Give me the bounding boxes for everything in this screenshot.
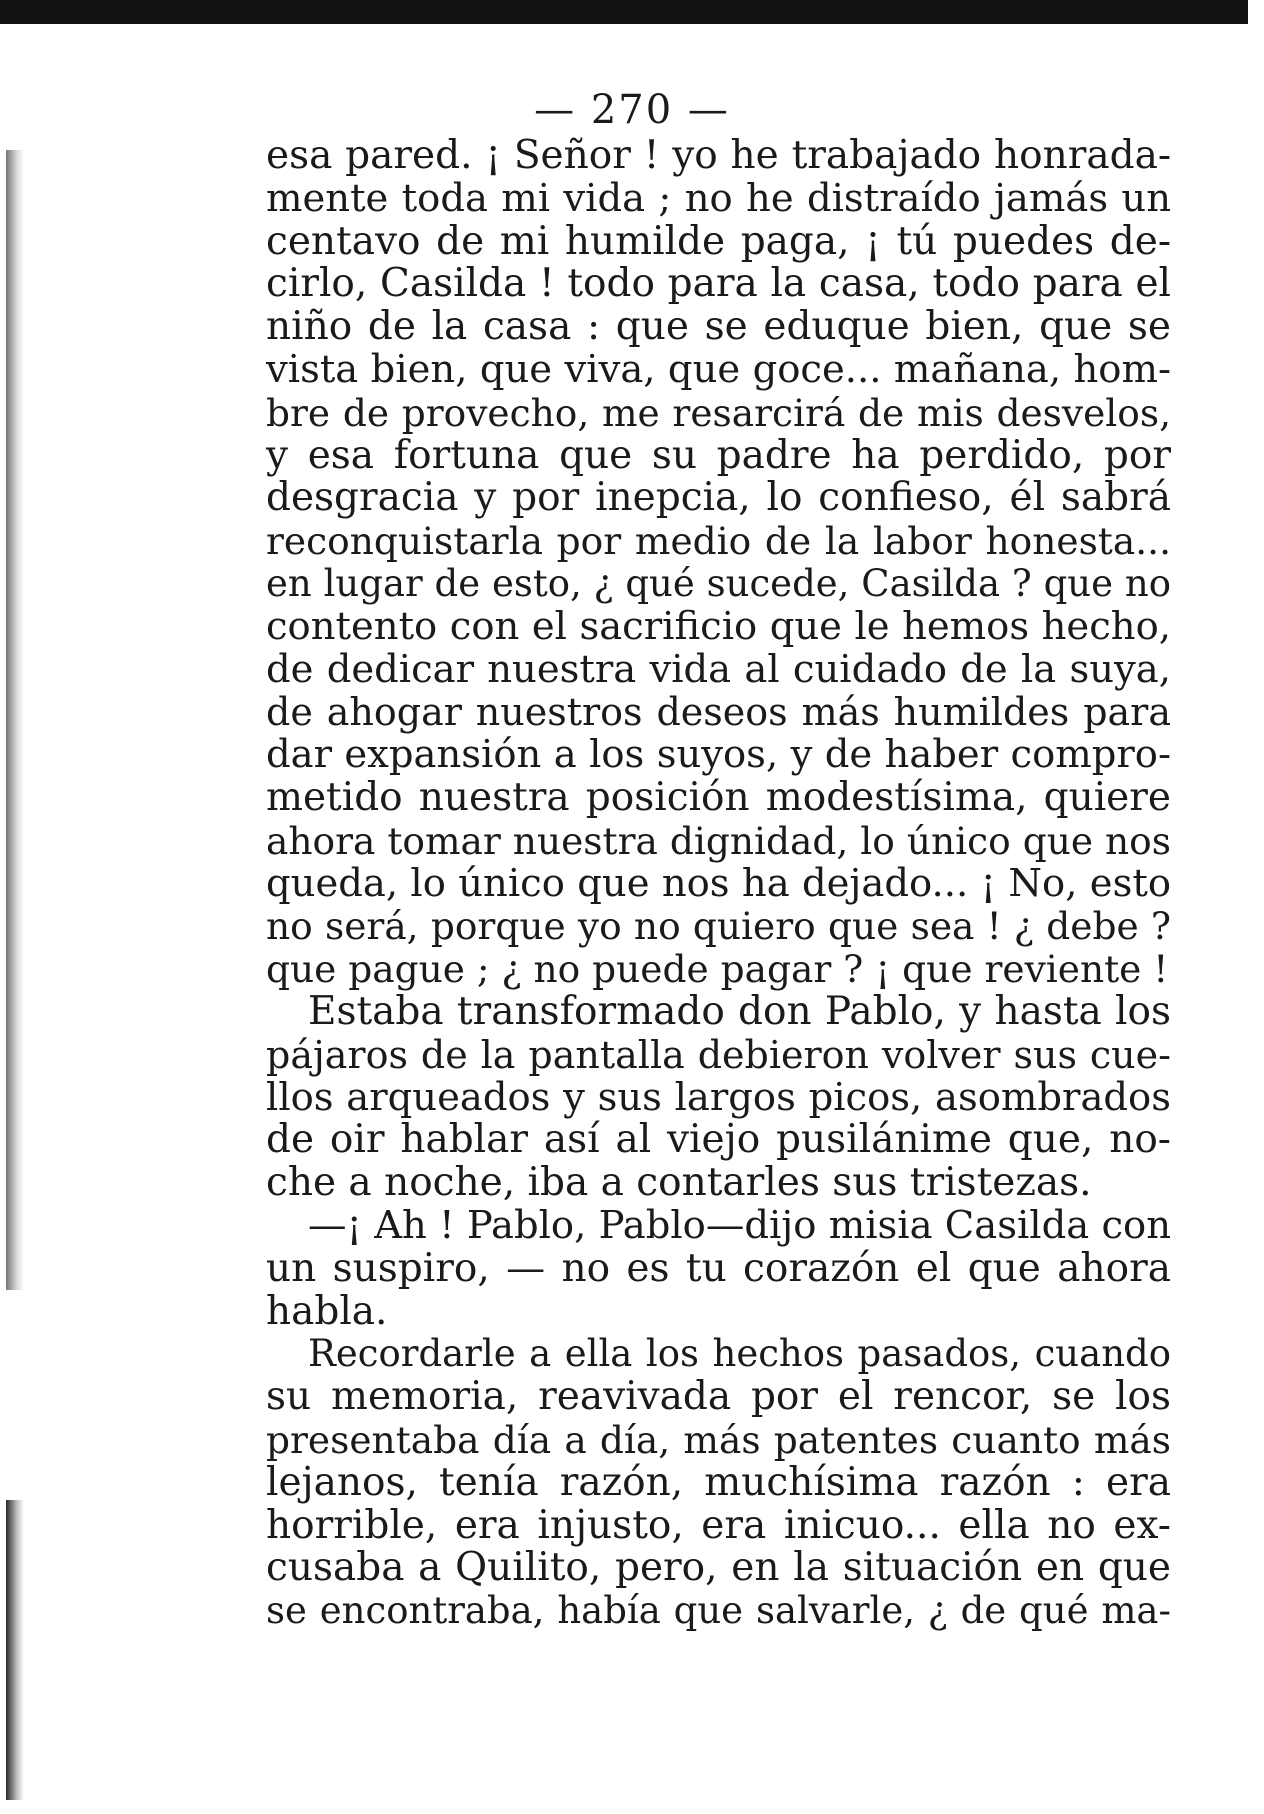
binding-shadow-upper [6,150,24,1290]
text-line: lejanos, tenía razón, muchísima razón : era [266,1459,1171,1505]
text-line: horrible, era injusto, era inicuo... ella no ex- [266,1502,1171,1548]
text-line: reconquistarla por medio de la labor honesta... [266,519,1171,564]
text-line: se encontraba, había que salvarle, ¿ de qué ma- [266,1589,1171,1633]
text-line: que pague ; ¿ no puede pagar ? ¡ que reviente ! [266,947,1169,992]
text-line: de oir hablar así al viejo pusilánime que, no- [266,1117,1171,1163]
text-line: desgracia y por inepcia, lo confieso, él sabrá [266,475,1171,521]
text-line: —¡ Ah ! Pablo, Pablo—dijo misia Casilda con [308,1202,1171,1248]
text-line: esa pared. ¡ Señor ! yo he trabajado honrada- [266,133,1171,178]
text-line: cirlo, Casilda ! todo para la casa, todo para el [266,261,1171,307]
text-line: dar expansión a los suyos, y de haber compro- [266,732,1171,778]
text-line: cusaba a Quilito, pero, en la situación en que [266,1545,1171,1591]
text-line: habla. [266,1288,388,1334]
page-number: — 270 — [534,87,730,133]
text-line: Recordarle a ella los hechos pasados, cuando [308,1332,1171,1376]
text-line: metido nuestra posición modestísima, quiere [266,774,1171,820]
text-line: un suspiro, — no es tu corazón el que ahora [266,1245,1171,1291]
text-line: de ahogar nuestros deseos más humildes para [266,690,1171,735]
text-line: ahora tomar nuestra dignidad, lo único que nos [266,818,1171,863]
text-line: centavo de mi humilde paga, ¡ tú puedes de- [266,218,1171,264]
text-line: no será, porque yo no quiero que sea ! ¿ debe ? [266,904,1171,949]
text-line: contento con el sacrificio que le hemos hecho, [266,603,1171,649]
text-line: y esa fortuna que su padre ha perdido, por [266,432,1171,478]
text-line: presentaba día a día, más patentes cuanto más [266,1417,1171,1462]
text-line: bre de provecho, me resarcirá de mis desvelos, [266,390,1171,435]
text-line: pájaros de la pantalla debieron volver sus cue- [266,1032,1171,1077]
text-line: che a noche, iba a contarles sus tristezas. [266,1160,1092,1206]
body-text [266,135,1171,1633]
text-line: vista bien, que viva, que goce... mañana, hom- [266,346,1171,392]
text-line: mente toda mi vida ; no he distraído jamás un [266,175,1171,221]
text-line: niño de la casa : que se eduque bien, que se [266,304,1171,350]
top-border-rule [0,0,1248,24]
text-line: queda, lo único que nos ha dejado... ¡ No, esto [266,860,1171,906]
text-line: llos arqueados y sus largos picos, asombrados [266,1074,1171,1120]
text-line: en lugar de esto, ¿ qué sucede, Casilda ? que no [266,561,1171,605]
text-line: de dedicar nuestra vida al cuidado de la suya, [266,646,1171,692]
binding-shadow-lower [6,1500,24,1800]
text-line: su memoria, reavivada por el rencor, se los [266,1374,1171,1420]
text-line: Estaba transformado don Pablo, y hasta los [308,988,1171,1034]
